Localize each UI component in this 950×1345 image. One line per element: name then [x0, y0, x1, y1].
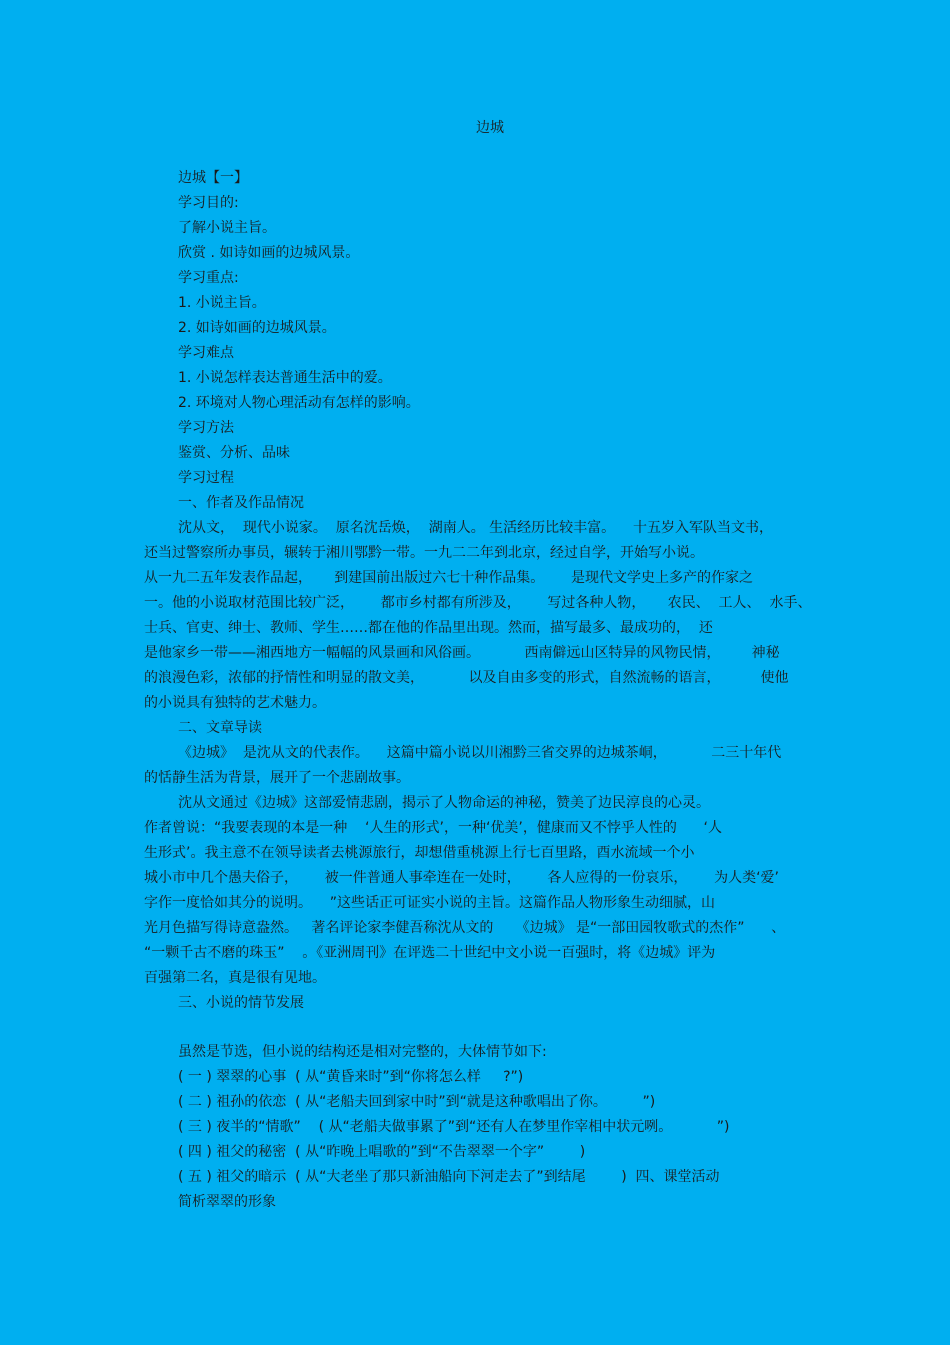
text-line: 生形式’。我主意不在领导读者去桃源旅行，却想借重桃源上行七百里路，酉水流域一个小 [144, 845, 695, 861]
text-line: 学习难点 [178, 345, 234, 361]
text-line: 2. 环境对人物心理活动有怎样的影响。 [178, 395, 420, 411]
text-line: 百强第二名，真是很有见地。 [144, 970, 326, 986]
plot-item: ( 四 ) 祖父的秘密 ( 从“昨晚上唱歌的”到“不告翠翠一个字” ) [178, 1144, 586, 1160]
document-title: 边城 [476, 120, 504, 136]
plot-item: ( 一 ) 翠翠的心事 ( 从“黄昏来时”到“你将怎么样 ?”) [178, 1069, 524, 1085]
text-line: 字作一度恰如其分的说明。 ”这些话正可证实小说的主旨。这篇作品人物形象生动细腻，山 [144, 895, 716, 911]
text-line: 的浪漫色彩，浓郁的抒情性和明显的散文美， 以及自由多变的形式，自然流畅的语言， 使他 [144, 670, 789, 686]
text-line: 一。他的小说取材范围比较广泛， 都市乡村都有所涉及， 写过各种人物， 农民、 工人、 水手、 [144, 595, 812, 611]
text-line: 简析翠翠的形象 [178, 1194, 276, 1210]
text-line: 《边城》 是沈从文的代表作。 这篇中篇小说以川湘黔三省交界的边城茶峒， 二三十年代 [178, 745, 782, 761]
text-line: 学习重点: [178, 270, 239, 286]
text-line: 沈从文通过《边城》这部爱情悲剧，揭示了人物命运的神秘，赞美了边民淳良的心灵。 [178, 795, 710, 811]
plot-item: ( 五 ) 祖父的暗示 ( 从“大老坐了那只新油船向下河走去了”到结尾 ) 四、课堂活动 [178, 1169, 720, 1185]
text-line: 二、文章导读 [178, 720, 262, 736]
text-line: 城小市中几个愚夫俗子， 被一件普通人事牵连在一处时， 各人应得的一份哀乐， 为人类‘爱’ [144, 870, 780, 886]
text-line: 学习过程 [178, 470, 234, 486]
text-line: 学习目的: [178, 195, 239, 211]
text-line: 1. 小说怎样表达普通生活中的爱。 [178, 370, 392, 386]
text-line: 作者曾说：“我要表现的本是一种 ‘人生的形式’，一种‘优美’，健康而又不悖乎人性的 ‘人 [144, 820, 723, 836]
text-line: 一、作者及作品情况 [178, 495, 304, 511]
text-line: 从一九二五年发表作品起， 到建国前出版过六七十种作品集。 是现代文学史上多产的作家之 [144, 570, 753, 586]
text-line: 士兵、官吏、绅士、教师、学生……都在他的作品里出现。然而，描写最多、最成功的， 还 [144, 620, 713, 636]
text-line: 是他家乡一带——湘西地方一幅幅的风景画和风俗画。 西南僻远山区特异的风物民情， 神秘 [144, 645, 780, 661]
text-line: 1. 小说主旨。 [178, 295, 266, 311]
text-line: 三、小说的情节发展 [178, 995, 304, 1011]
text-line: 鉴赏、分析、品味 [178, 445, 290, 461]
plot-item: ( 三 ) 夜半的“情歌” ( 从“老船夫做事累了”到“还有人在梦里作宰相中状元咧。 ”) [178, 1119, 730, 1135]
text-line: 光月色描写得诗意盎然。 著名评论家李健吾称沈从文的 《边城》 是“一部田园牧歌式的杰作” 、 [144, 920, 786, 936]
text-line: 欣赏 . 如诗如画的边城风景。 [178, 245, 360, 261]
text-line: 沈从文， 现代小说家。 原名沈岳焕， 湖南人。 生活经历比较丰富。 十五岁入军队当文书， [178, 520, 773, 536]
section-heading: 边城【一】 [178, 170, 248, 186]
text-line: 了解小说主旨。 [178, 220, 276, 236]
text-line: 的恬静生活为背景，展开了一个悲剧故事。 [144, 770, 410, 786]
plot-item: ( 二 ) 祖孙的依恋 ( 从“老船夫回到家中时”到“就是这种歌唱出了你。 ”) [178, 1094, 656, 1110]
text-line: 学习方法 [178, 420, 234, 436]
text-line: 虽然是节选，但小说的结构还是相对完整的，大体情节如下: [178, 1044, 547, 1060]
text-line: 2. 如诗如画的边城风景。 [178, 320, 336, 336]
text-line: 的小说具有独特的艺术魅力。 [144, 695, 326, 711]
text-line: “一颗千古不磨的珠玉” 。《亚洲周刊》在评选二十世纪中文小说一百强时，将《边城》评为 [144, 945, 716, 961]
text-line: 还当过警察所办事员，辗转于湘川鄂黔一带。一九二二年到北京，经过自学，开始写小说。 [144, 545, 704, 561]
